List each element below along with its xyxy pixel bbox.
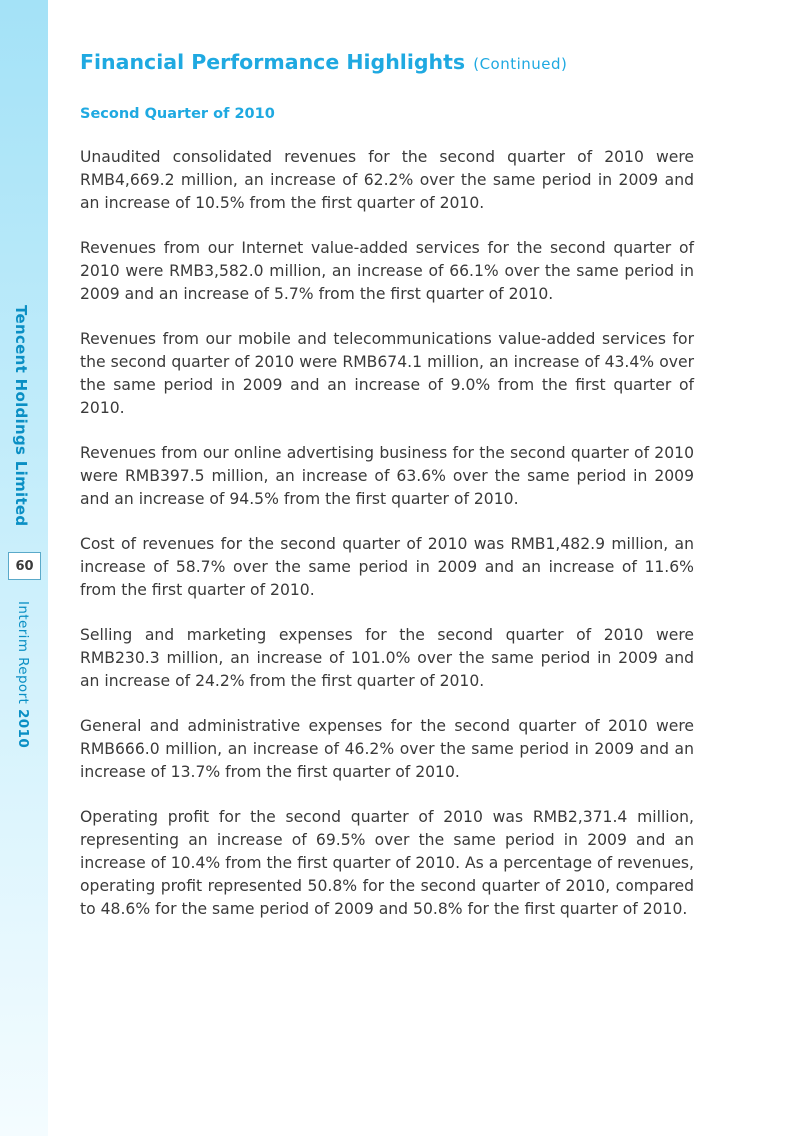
company-name: Tencent Holdings Limited xyxy=(12,305,30,527)
paragraph: Revenues from our mobile and telecommunications value-added services for the second quarter of 2010 were RMB674.1 million, an increase of 43.4% over the same period in 2009 and an increase of 9.0% from the first quarter of 2010. xyxy=(80,330,694,417)
paragraph: Cost of revenues for the second quarter of 2010 was RMB1,482.9 million, an increase of 58.7% over the same period in 2009 and an increase of 11.6% from the first quarter of 2010. xyxy=(80,535,694,599)
paragraph: Operating profit for the second quarter of 2010 was RMB2,371.4 million, representing an increase of 69.5% over the same period in 2009 and an increase of 10.4% from the first quarter of 2010. As a percentage of revenues, operating profit represented 50.8% for the second quarter of 2010, compared to 48.6% for the same period of 2009 and 50.8% for the first quarter of 2010. xyxy=(80,808,694,918)
paragraph: Unaudited consolidated revenues for the second quarter of 2010 were RMB4,669.2 million, an increase of 62.2% over the same period in 2009 and an increase of 10.5% from the first quarter of 2010. xyxy=(80,148,694,212)
body-text xyxy=(80,146,694,943)
report-label-text: Interim Report xyxy=(15,601,31,705)
paragraph: General and administrative expenses for the second quarter of 2010 were RMB666.0 million, an increase of 46.2% over the same period in 2009 and an increase of 13.7% from the first quarter of 2010. xyxy=(80,717,694,781)
sidebar xyxy=(0,0,48,1136)
paragraph: Selling and marketing expenses for the second quarter of 2010 were RMB230.3 million, an increase of 101.0% over the same period in 2009 and an increase of 24.2% from the first quarter of 2010. xyxy=(80,626,694,690)
page-title xyxy=(80,50,567,74)
paragraph: Revenues from our online advertising business for the second quarter of 2010 were RMB397.5 million, an increase of 63.6% over the same period in 2009 and an increase of 94.5% from the first quarter of 2010. xyxy=(80,444,694,508)
page-number: 60 xyxy=(8,552,41,580)
section-heading: Second Quarter of 2010 xyxy=(80,106,275,122)
page-title-text: Financial Performance Highlights xyxy=(80,50,466,74)
report-year: 2010 xyxy=(15,708,31,749)
paragraph: Revenues from our Internet value-added services for the second quarter of 2010 were RMB3,582.0 million, an increase of 66.1% over the same period in 2009 and an increase of 5.7% from the first quarter of 2010. xyxy=(80,239,694,303)
continued-label: (Continued) xyxy=(473,55,568,73)
report-label xyxy=(15,601,31,748)
